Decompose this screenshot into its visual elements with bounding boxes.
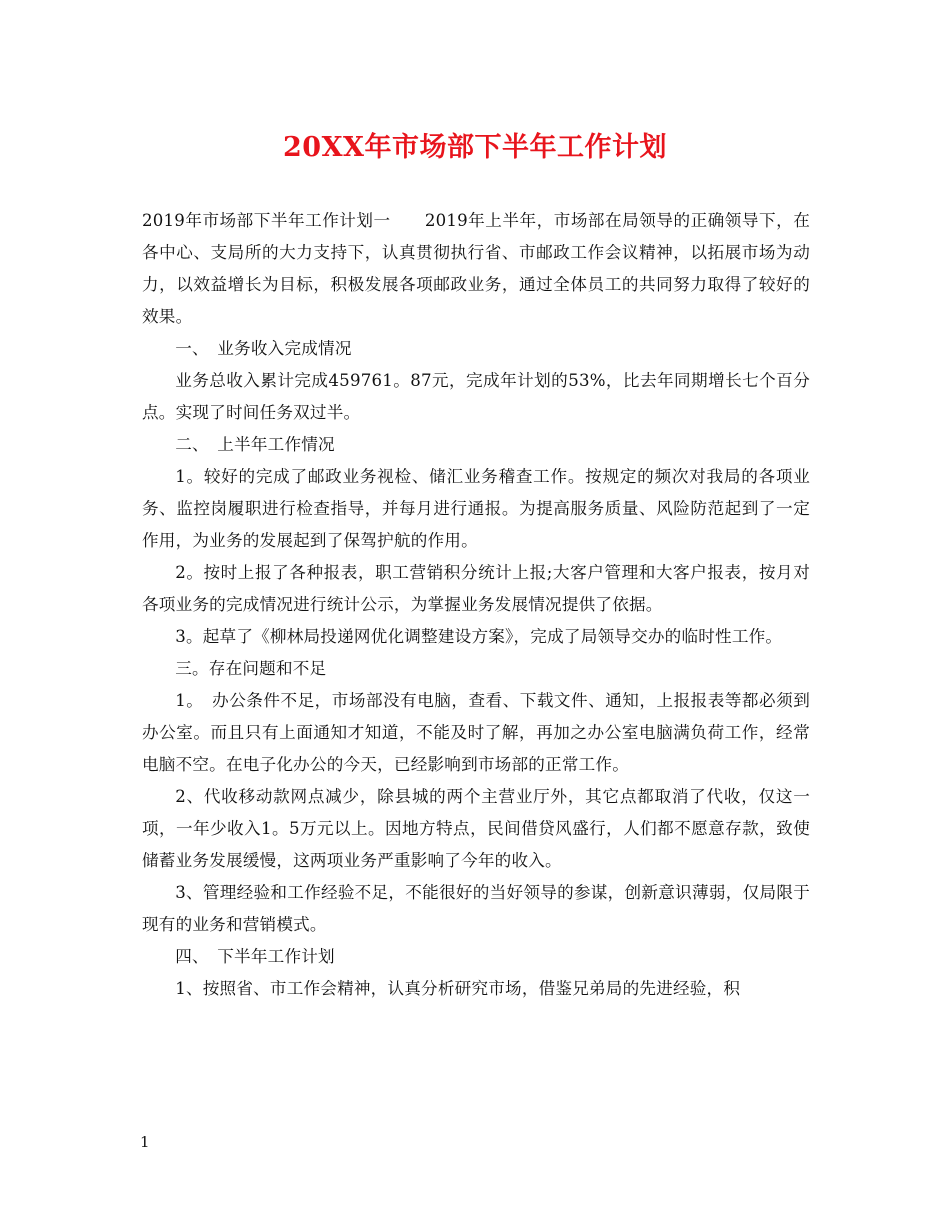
page-number: 1	[140, 1133, 150, 1151]
paragraph-intro: 2019年市场部下半年工作计划一 2019年上半年，市场部在局领导的正确领导下，在各中心、支局所的大力支持下，认真贯彻执行省、市邮政工作会议精神，以拓展市场为动力，以效益增长为目标，积极发展各项邮政业务，通过全体员工的共同努力取得了较好的效果。	[142, 211, 810, 326]
paragraph-work-1: 1。较好的完成了邮政业务视检、储汇业务稽查工作。按规定的频次对我局的各项业务、监控岗履职进行检查指导，并每月进行通报。为提高服务质量、风险防范起到了一定作用，为业务的发展起到了保驾护航的作用。	[142, 467, 810, 550]
paragraph-problem-3: 3、管理经验和工作经验不足，不能很好的当好领导的参谋，创新意识薄弱，仅局限于现有的业务和营销模式。	[142, 883, 810, 934]
paragraph-problem-2: 2、代收移动款网点减少，除县城的两个主营业厅外，其它点都取消了代收，仅这一项，一年少收入1。5万元以上。因地方特点，民间借贷风盛行，人们都不愿意存款，致使储蓄业务发展缓慢，这两项业务严重影响了今年的收入。	[142, 787, 810, 870]
paragraph-problem-1: 1。 办公条件不足，市场部没有电脑，查看、下载文件、通知，上报报表等都必须到办公室。而且只有上面通知才知道，不能及时了解，再加之办公室电脑满负荷工作，经常电脑不空。在电子化办公的今天，已经影响到市场部的正常工作。	[142, 691, 810, 774]
paragraph-work-3: 3。起草了《柳林局投递网优化调整建设方案》，完成了局领导交办的临时性工作。	[175, 627, 783, 646]
document-title: 20XX年市场部下半年工作计划	[283, 132, 667, 163]
heading-problems: 三。存在问题和不足	[175, 659, 327, 678]
heading-first-half-work: 二、 上半年工作情况	[175, 435, 335, 454]
paragraph-work-2: 2。按时上报了各种报表，职工营销积分统计上报;大客户管理和大客户报表，按月对各项业务的完成情况进行统计公示，为掌握业务发展情况提供了依据。	[142, 563, 810, 614]
heading-second-half-plan: 四、 下半年工作计划	[175, 947, 335, 966]
document-body	[142, 205, 810, 1005]
heading-revenue: 一、 业务收入完成情况	[175, 339, 352, 358]
paragraph-plan-1: 1、按照省、市工作会精神，认真分析研究市场，借鉴兄弟局的先进经验，积	[175, 979, 741, 998]
paragraph-revenue: 业务总收入累计完成459761。87元，完成年计划的53%，比去年同期增长七个百分点。实现了时间任务双过半。	[142, 371, 810, 422]
